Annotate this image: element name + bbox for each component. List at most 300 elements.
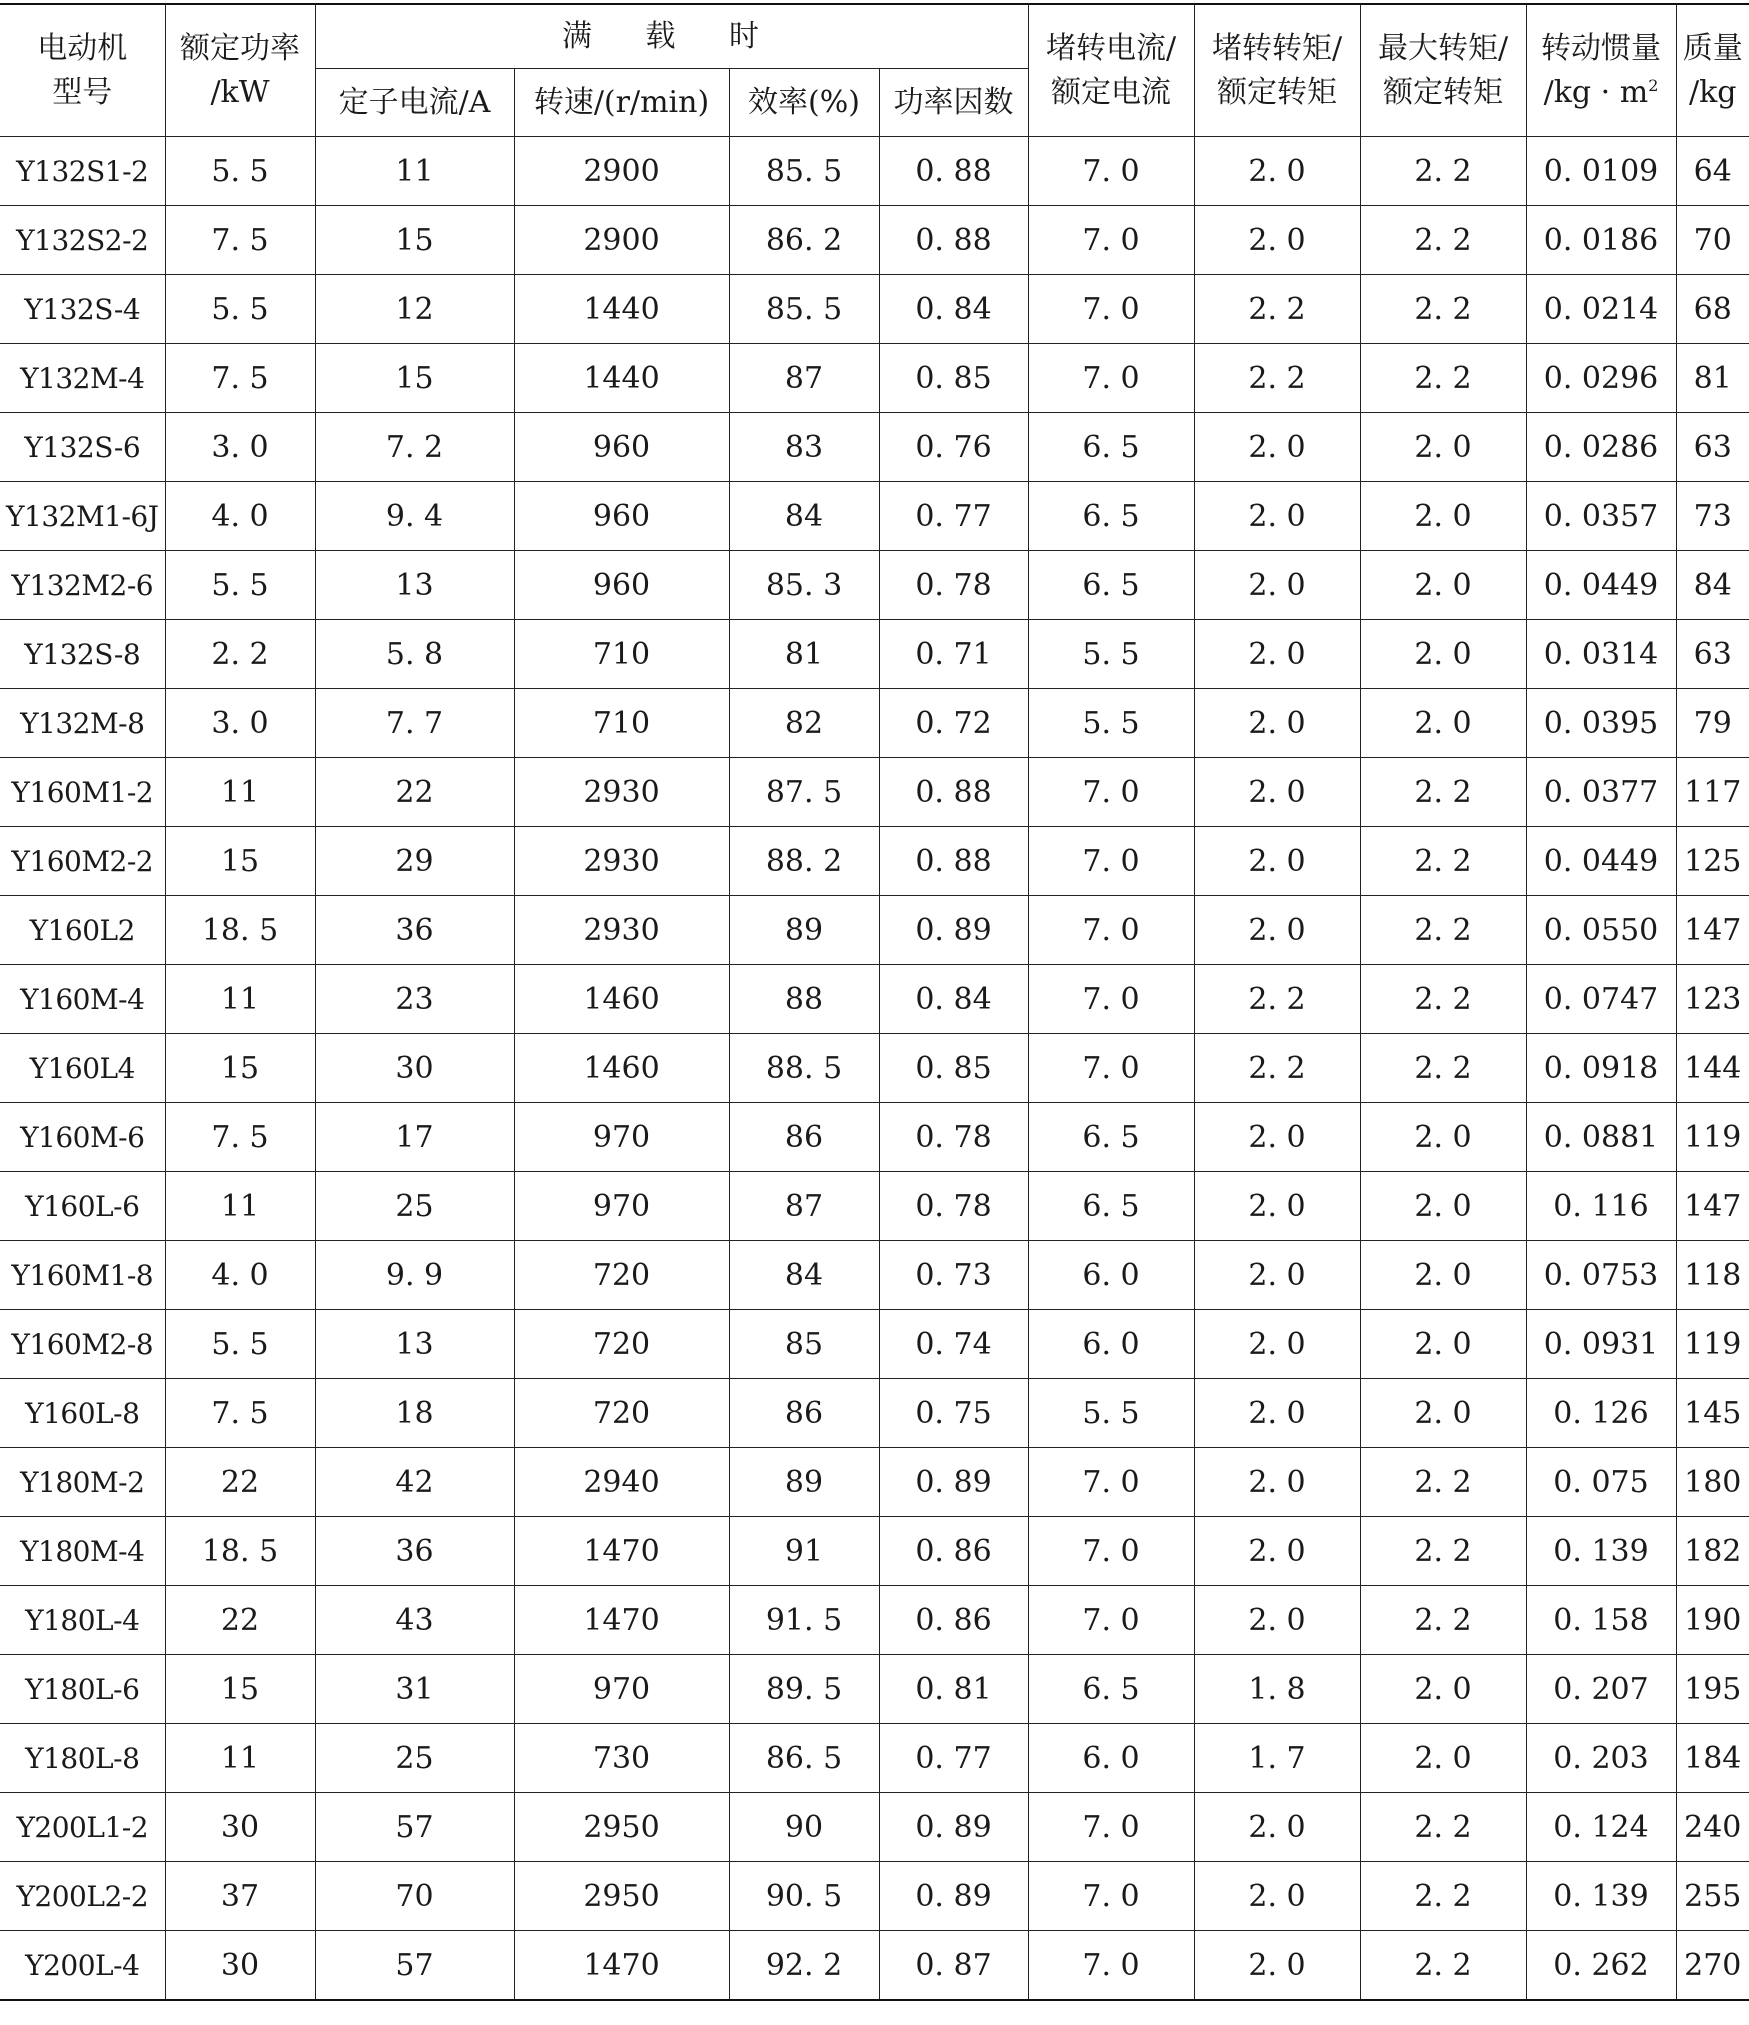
cell-max-torque: 2. 2 <box>1360 344 1526 413</box>
cell-power-factor: 0. 72 <box>879 689 1028 758</box>
cell-speed: 960 <box>514 413 729 482</box>
cell-max-torque: 2. 2 <box>1360 965 1526 1034</box>
header-power-factor: 功率因数 <box>879 69 1028 137</box>
cell-rated-power: 15 <box>165 827 315 896</box>
cell-max-torque: 2. 2 <box>1360 896 1526 965</box>
header-rated-power-line1: 额定功率 <box>180 30 300 66</box>
cell-mass: 63 <box>1676 413 1749 482</box>
cell-mass: 255 <box>1676 1862 1749 1931</box>
cell-rated-power: 4. 0 <box>165 1241 315 1310</box>
cell-inertia: 0. 0449 <box>1526 551 1676 620</box>
cell-stator-current: 11 <box>315 137 514 206</box>
cell-stator-current: 17 <box>315 1103 514 1172</box>
cell-max-torque: 2. 2 <box>1360 1862 1526 1931</box>
cell-stator-current: 7. 2 <box>315 413 514 482</box>
cell-inertia: 0. 126 <box>1526 1379 1676 1448</box>
cell-rated-power: 15 <box>165 1655 315 1724</box>
cell-rated-power: 11 <box>165 1724 315 1793</box>
cell-locked-current: 7. 0 <box>1028 1586 1194 1655</box>
cell-inertia: 0. 139 <box>1526 1517 1676 1586</box>
cell-max-torque: 2. 2 <box>1360 275 1526 344</box>
cell-speed: 720 <box>514 1241 729 1310</box>
cell-power-factor: 0. 76 <box>879 413 1028 482</box>
header-inertia-superscript: 2 <box>1648 75 1659 95</box>
cell-locked-current: 6. 5 <box>1028 1655 1194 1724</box>
cell-stator-current: 57 <box>315 1931 514 2001</box>
cell-rated-power: 22 <box>165 1586 315 1655</box>
cell-locked-torque: 2. 0 <box>1194 1517 1360 1586</box>
cell-inertia: 0. 0931 <box>1526 1310 1676 1379</box>
table-row <box>0 275 1749 344</box>
cell-locked-current: 6. 0 <box>1028 1241 1194 1310</box>
cell-max-torque: 2. 0 <box>1360 482 1526 551</box>
table-row <box>0 1310 1749 1379</box>
cell-rated-power: 3. 0 <box>165 413 315 482</box>
cell-stator-current: 36 <box>315 896 514 965</box>
cell-power-factor: 0. 85 <box>879 344 1028 413</box>
cell-mass: 180 <box>1676 1448 1749 1517</box>
cell-power-factor: 0. 81 <box>879 1655 1028 1724</box>
cell-stator-current: 9. 4 <box>315 482 514 551</box>
cell-locked-current: 7. 0 <box>1028 344 1194 413</box>
cell-speed: 720 <box>514 1310 729 1379</box>
table-row <box>0 1103 1749 1172</box>
cell-max-torque: 2. 2 <box>1360 1034 1526 1103</box>
table-row <box>0 827 1749 896</box>
cell-efficiency: 86 <box>729 1103 879 1172</box>
table-body <box>0 137 1749 2001</box>
header-locked-current-line1: 堵转电流/ <box>1045 30 1177 66</box>
cell-inertia: 0. 0881 <box>1526 1103 1676 1172</box>
cell-inertia: 0. 116 <box>1526 1172 1676 1241</box>
table-row <box>0 1862 1749 1931</box>
cell-model: Y132S2-2 <box>0 206 165 275</box>
cell-locked-torque: 2. 2 <box>1194 965 1360 1034</box>
table-row <box>0 413 1749 482</box>
table-row <box>0 206 1749 275</box>
cell-locked-current: 7. 0 <box>1028 206 1194 275</box>
cell-locked-current: 7. 0 <box>1028 1793 1194 1862</box>
cell-power-factor: 0. 85 <box>879 1034 1028 1103</box>
cell-mass: 79 <box>1676 689 1749 758</box>
cell-model: Y132S-6 <box>0 413 165 482</box>
header-max-torque-line1: 最大转矩/ <box>1377 30 1509 66</box>
cell-mass: 119 <box>1676 1103 1749 1172</box>
cell-inertia: 0. 158 <box>1526 1586 1676 1655</box>
cell-rated-power: 2. 2 <box>165 620 315 689</box>
header-inertia-line2 <box>1527 71 1676 115</box>
cell-rated-power: 18. 5 <box>165 1517 315 1586</box>
table-row <box>0 758 1749 827</box>
cell-speed: 1470 <box>514 1517 729 1586</box>
cell-stator-current: 22 <box>315 758 514 827</box>
header-inertia-unit: /kg · m <box>1543 74 1649 110</box>
cell-power-factor: 0. 78 <box>879 1103 1028 1172</box>
cell-efficiency: 89 <box>729 896 879 965</box>
header-mass-line2: /kg <box>1689 74 1737 110</box>
cell-efficiency: 85. 5 <box>729 137 879 206</box>
cell-rated-power: 30 <box>165 1793 315 1862</box>
cell-mass: 240 <box>1676 1793 1749 1862</box>
header-rated-power <box>165 4 315 137</box>
cell-efficiency: 85. 3 <box>729 551 879 620</box>
table-row <box>0 1793 1749 1862</box>
cell-max-torque: 2. 0 <box>1360 1172 1526 1241</box>
cell-max-torque: 2. 2 <box>1360 827 1526 896</box>
cell-locked-torque: 2. 0 <box>1194 413 1360 482</box>
cell-speed: 2940 <box>514 1448 729 1517</box>
cell-model: Y180L-8 <box>0 1724 165 1793</box>
cell-power-factor: 0. 87 <box>879 1931 1028 2001</box>
cell-mass: 270 <box>1676 1931 1749 2001</box>
cell-power-factor: 0. 71 <box>879 620 1028 689</box>
cell-inertia: 0. 0286 <box>1526 413 1676 482</box>
cell-power-factor: 0. 88 <box>879 758 1028 827</box>
cell-speed: 960 <box>514 551 729 620</box>
cell-power-factor: 0. 89 <box>879 1448 1028 1517</box>
cell-mass: 68 <box>1676 275 1749 344</box>
cell-power-factor: 0. 73 <box>879 1241 1028 1310</box>
cell-stator-current: 15 <box>315 206 514 275</box>
cell-power-factor: 0. 89 <box>879 896 1028 965</box>
cell-locked-torque: 2. 0 <box>1194 620 1360 689</box>
table-row <box>0 482 1749 551</box>
cell-efficiency: 86. 2 <box>729 206 879 275</box>
cell-mass: 147 <box>1676 1172 1749 1241</box>
cell-speed: 970 <box>514 1172 729 1241</box>
cell-speed: 1460 <box>514 1034 729 1103</box>
table-row <box>0 896 1749 965</box>
cell-rated-power: 3. 0 <box>165 689 315 758</box>
cell-max-torque: 2. 2 <box>1360 1517 1526 1586</box>
cell-inertia: 0. 0314 <box>1526 620 1676 689</box>
cell-stator-current: 23 <box>315 965 514 1034</box>
cell-mass: 84 <box>1676 551 1749 620</box>
cell-locked-current: 6. 5 <box>1028 551 1194 620</box>
cell-mass: 182 <box>1676 1517 1749 1586</box>
cell-locked-current: 7. 0 <box>1028 827 1194 896</box>
cell-rated-power: 7. 5 <box>165 1103 315 1172</box>
cell-efficiency: 86. 5 <box>729 1724 879 1793</box>
table-row <box>0 1448 1749 1517</box>
table-row <box>0 1034 1749 1103</box>
cell-speed: 1470 <box>514 1586 729 1655</box>
cell-speed: 2950 <box>514 1793 729 1862</box>
cell-stator-current: 15 <box>315 344 514 413</box>
cell-max-torque: 2. 0 <box>1360 1379 1526 1448</box>
cell-model: Y180L-6 <box>0 1655 165 1724</box>
header-speed: 转速/(r/min) <box>514 69 729 137</box>
cell-speed: 2930 <box>514 896 729 965</box>
cell-locked-torque: 2. 0 <box>1194 1103 1360 1172</box>
cell-max-torque: 2. 0 <box>1360 1310 1526 1379</box>
cell-power-factor: 0. 89 <box>879 1862 1028 1931</box>
cell-inertia: 0. 203 <box>1526 1724 1676 1793</box>
cell-model: Y200L2-2 <box>0 1862 165 1931</box>
header-inertia <box>1526 4 1676 137</box>
cell-power-factor: 0. 88 <box>879 137 1028 206</box>
table-row <box>0 689 1749 758</box>
cell-inertia: 0. 0918 <box>1526 1034 1676 1103</box>
cell-locked-torque: 2. 0 <box>1194 551 1360 620</box>
cell-model: Y180L-4 <box>0 1586 165 1655</box>
cell-efficiency: 87 <box>729 344 879 413</box>
cell-mass: 145 <box>1676 1379 1749 1448</box>
table-row <box>0 1517 1749 1586</box>
cell-efficiency: 81 <box>729 620 879 689</box>
cell-max-torque: 2. 0 <box>1360 413 1526 482</box>
cell-power-factor: 0. 84 <box>879 275 1028 344</box>
cell-efficiency: 83 <box>729 413 879 482</box>
cell-model: Y160M2-2 <box>0 827 165 896</box>
cell-locked-torque: 2. 0 <box>1194 1310 1360 1379</box>
cell-power-factor: 0. 75 <box>879 1379 1028 1448</box>
cell-locked-current: 7. 0 <box>1028 896 1194 965</box>
cell-max-torque: 2. 0 <box>1360 620 1526 689</box>
cell-speed: 2930 <box>514 758 729 827</box>
cell-power-factor: 0. 77 <box>879 1724 1028 1793</box>
cell-efficiency: 85 <box>729 1310 879 1379</box>
cell-model: Y132S1-2 <box>0 137 165 206</box>
header-mass-line1: 质量 <box>1682 30 1743 66</box>
cell-efficiency: 89 <box>729 1448 879 1517</box>
header-model <box>0 4 165 137</box>
cell-locked-torque: 2. 0 <box>1194 206 1360 275</box>
cell-locked-current: 5. 5 <box>1028 689 1194 758</box>
cell-rated-power: 11 <box>165 758 315 827</box>
header-rated-power-line2: /kW <box>210 74 270 110</box>
cell-inertia: 0. 0747 <box>1526 965 1676 1034</box>
cell-model: Y160L-8 <box>0 1379 165 1448</box>
cell-stator-current: 13 <box>315 1310 514 1379</box>
table-row <box>0 1724 1749 1793</box>
header-locked-current <box>1028 4 1194 137</box>
cell-power-factor: 0. 78 <box>879 551 1028 620</box>
cell-model: Y132S-8 <box>0 620 165 689</box>
cell-rated-power: 37 <box>165 1862 315 1931</box>
cell-locked-torque: 2. 0 <box>1194 758 1360 827</box>
cell-speed: 970 <box>514 1103 729 1172</box>
cell-efficiency: 90. 5 <box>729 1862 879 1931</box>
cell-speed: 710 <box>514 620 729 689</box>
header-efficiency: 效率(%) <box>729 69 879 137</box>
cell-locked-current: 7. 0 <box>1028 275 1194 344</box>
cell-stator-current: 36 <box>315 1517 514 1586</box>
table-header <box>0 4 1749 137</box>
cell-locked-current: 7. 0 <box>1028 1931 1194 2001</box>
cell-inertia: 0. 0377 <box>1526 758 1676 827</box>
cell-speed: 2900 <box>514 206 729 275</box>
cell-locked-current: 7. 0 <box>1028 137 1194 206</box>
cell-model: Y160L4 <box>0 1034 165 1103</box>
cell-locked-torque: 2. 2 <box>1194 1034 1360 1103</box>
cell-locked-torque: 2. 0 <box>1194 482 1360 551</box>
table-row <box>0 344 1749 413</box>
cell-locked-torque: 2. 0 <box>1194 1379 1360 1448</box>
cell-inertia: 0. 0296 <box>1526 344 1676 413</box>
cell-efficiency: 91 <box>729 1517 879 1586</box>
cell-locked-torque: 1. 7 <box>1194 1724 1360 1793</box>
cell-speed: 1440 <box>514 275 729 344</box>
cell-inertia: 0. 262 <box>1526 1931 1676 2001</box>
cell-model: Y132M1-6J <box>0 482 165 551</box>
cell-locked-current: 6. 0 <box>1028 1310 1194 1379</box>
cell-max-torque: 2. 2 <box>1360 1586 1526 1655</box>
cell-model: Y160L2 <box>0 896 165 965</box>
cell-rated-power: 4. 0 <box>165 482 315 551</box>
cell-mass: 64 <box>1676 137 1749 206</box>
cell-model: Y132M2-6 <box>0 551 165 620</box>
cell-locked-current: 7. 0 <box>1028 1517 1194 1586</box>
cell-locked-current: 6. 0 <box>1028 1724 1194 1793</box>
cell-locked-torque: 2. 0 <box>1194 1862 1360 1931</box>
cell-locked-current: 7. 0 <box>1028 758 1194 827</box>
cell-rated-power: 7. 5 <box>165 206 315 275</box>
cell-rated-power: 7. 5 <box>165 1379 315 1448</box>
cell-speed: 720 <box>514 1379 729 1448</box>
cell-speed: 1440 <box>514 344 729 413</box>
header-locked-current-line2: 额定电流 <box>1051 74 1172 110</box>
cell-mass: 184 <box>1676 1724 1749 1793</box>
table-row <box>0 1586 1749 1655</box>
cell-mass: 119 <box>1676 1310 1749 1379</box>
table-row <box>0 965 1749 1034</box>
cell-locked-torque: 2. 0 <box>1194 689 1360 758</box>
cell-model: Y132S-4 <box>0 275 165 344</box>
table-row <box>0 1172 1749 1241</box>
cell-locked-torque: 2. 0 <box>1194 1793 1360 1862</box>
cell-mass: 73 <box>1676 482 1749 551</box>
cell-max-torque: 2. 2 <box>1360 1448 1526 1517</box>
cell-stator-current: 9. 9 <box>315 1241 514 1310</box>
cell-model: Y160L-6 <box>0 1172 165 1241</box>
cell-mass: 147 <box>1676 896 1749 965</box>
cell-mass: 123 <box>1676 965 1749 1034</box>
cell-mass: 81 <box>1676 344 1749 413</box>
cell-stator-current: 25 <box>315 1724 514 1793</box>
table-row <box>0 620 1749 689</box>
cell-mass: 70 <box>1676 206 1749 275</box>
cell-max-torque: 2. 2 <box>1360 758 1526 827</box>
cell-efficiency: 91. 5 <box>729 1586 879 1655</box>
cell-efficiency: 92. 2 <box>729 1931 879 2001</box>
cell-model: Y160M-6 <box>0 1103 165 1172</box>
cell-mass: 190 <box>1676 1586 1749 1655</box>
header-full-load <box>315 4 1028 69</box>
cell-locked-torque: 2. 2 <box>1194 344 1360 413</box>
cell-max-torque: 2. 0 <box>1360 689 1526 758</box>
cell-locked-current: 6. 5 <box>1028 482 1194 551</box>
cell-inertia: 0. 124 <box>1526 1793 1676 1862</box>
cell-inertia: 0. 0550 <box>1526 896 1676 965</box>
cell-locked-current: 7. 0 <box>1028 1034 1194 1103</box>
cell-inertia: 0. 0753 <box>1526 1241 1676 1310</box>
cell-stator-current: 13 <box>315 551 514 620</box>
header-inertia-line1: 转动惯量 <box>1541 30 1662 66</box>
cell-efficiency: 82 <box>729 689 879 758</box>
cell-speed: 2900 <box>514 137 729 206</box>
cell-mass: 195 <box>1676 1655 1749 1724</box>
cell-stator-current: 57 <box>315 1793 514 1862</box>
cell-max-torque: 2. 0 <box>1360 1724 1526 1793</box>
cell-speed: 1460 <box>514 965 729 1034</box>
cell-model: Y180M-4 <box>0 1517 165 1586</box>
cell-max-torque: 2. 0 <box>1360 1103 1526 1172</box>
cell-max-torque: 2. 2 <box>1360 1931 1526 2001</box>
cell-rated-power: 11 <box>165 965 315 1034</box>
header-locked-torque <box>1194 4 1360 137</box>
cell-locked-current: 7. 0 <box>1028 965 1194 1034</box>
cell-inertia: 0. 0395 <box>1526 689 1676 758</box>
cell-model: Y132M-4 <box>0 344 165 413</box>
cell-speed: 730 <box>514 1724 729 1793</box>
header-locked-torque-line2: 额定转矩 <box>1217 74 1338 110</box>
cell-locked-torque: 2. 0 <box>1194 1586 1360 1655</box>
header-mass <box>1676 4 1749 137</box>
cell-max-torque: 2. 2 <box>1360 1793 1526 1862</box>
cell-model: Y180M-2 <box>0 1448 165 1517</box>
cell-locked-torque: 2. 0 <box>1194 1241 1360 1310</box>
cell-rated-power: 18. 5 <box>165 896 315 965</box>
cell-power-factor: 0. 74 <box>879 1310 1028 1379</box>
table-row <box>0 1241 1749 1310</box>
cell-inertia: 0. 139 <box>1526 1862 1676 1931</box>
cell-efficiency: 85. 5 <box>729 275 879 344</box>
cell-efficiency: 84 <box>729 482 879 551</box>
cell-max-torque: 2. 0 <box>1360 1241 1526 1310</box>
cell-mass: 125 <box>1676 827 1749 896</box>
cell-rated-power: 22 <box>165 1448 315 1517</box>
motor-spec-table <box>0 3 1749 2001</box>
cell-model: Y160M1-8 <box>0 1241 165 1310</box>
cell-efficiency: 88. 2 <box>729 827 879 896</box>
cell-locked-torque: 2. 0 <box>1194 137 1360 206</box>
cell-model: Y132M-8 <box>0 689 165 758</box>
cell-speed: 970 <box>514 1655 729 1724</box>
cell-locked-current: 6. 5 <box>1028 1172 1194 1241</box>
header-max-torque <box>1360 4 1526 137</box>
cell-inertia: 0. 0186 <box>1526 206 1676 275</box>
cell-max-torque: 2. 0 <box>1360 551 1526 620</box>
cell-mass: 144 <box>1676 1034 1749 1103</box>
cell-power-factor: 0. 78 <box>879 1172 1028 1241</box>
table-row <box>0 1655 1749 1724</box>
cell-stator-current: 70 <box>315 1862 514 1931</box>
cell-locked-torque: 1. 8 <box>1194 1655 1360 1724</box>
cell-power-factor: 0. 88 <box>879 827 1028 896</box>
cell-locked-current: 5. 5 <box>1028 1379 1194 1448</box>
cell-stator-current: 5. 8 <box>315 620 514 689</box>
cell-speed: 960 <box>514 482 729 551</box>
table-row <box>0 137 1749 206</box>
cell-rated-power: 11 <box>165 1172 315 1241</box>
cell-locked-current: 7. 0 <box>1028 1448 1194 1517</box>
header-model-line2: 型号 <box>52 74 113 110</box>
cell-speed: 2950 <box>514 1862 729 1931</box>
cell-speed: 1470 <box>514 1931 729 2001</box>
cell-power-factor: 0. 88 <box>879 206 1028 275</box>
cell-inertia: 0. 0109 <box>1526 137 1676 206</box>
cell-rated-power: 5. 5 <box>165 551 315 620</box>
cell-inertia: 0. 0214 <box>1526 275 1676 344</box>
cell-efficiency: 88. 5 <box>729 1034 879 1103</box>
cell-max-torque: 2. 2 <box>1360 137 1526 206</box>
cell-stator-current: 18 <box>315 1379 514 1448</box>
cell-rated-power: 7. 5 <box>165 344 315 413</box>
header-model-line1: 电动机 <box>37 30 128 66</box>
cell-model: Y160M-4 <box>0 965 165 1034</box>
table-row <box>0 1379 1749 1448</box>
